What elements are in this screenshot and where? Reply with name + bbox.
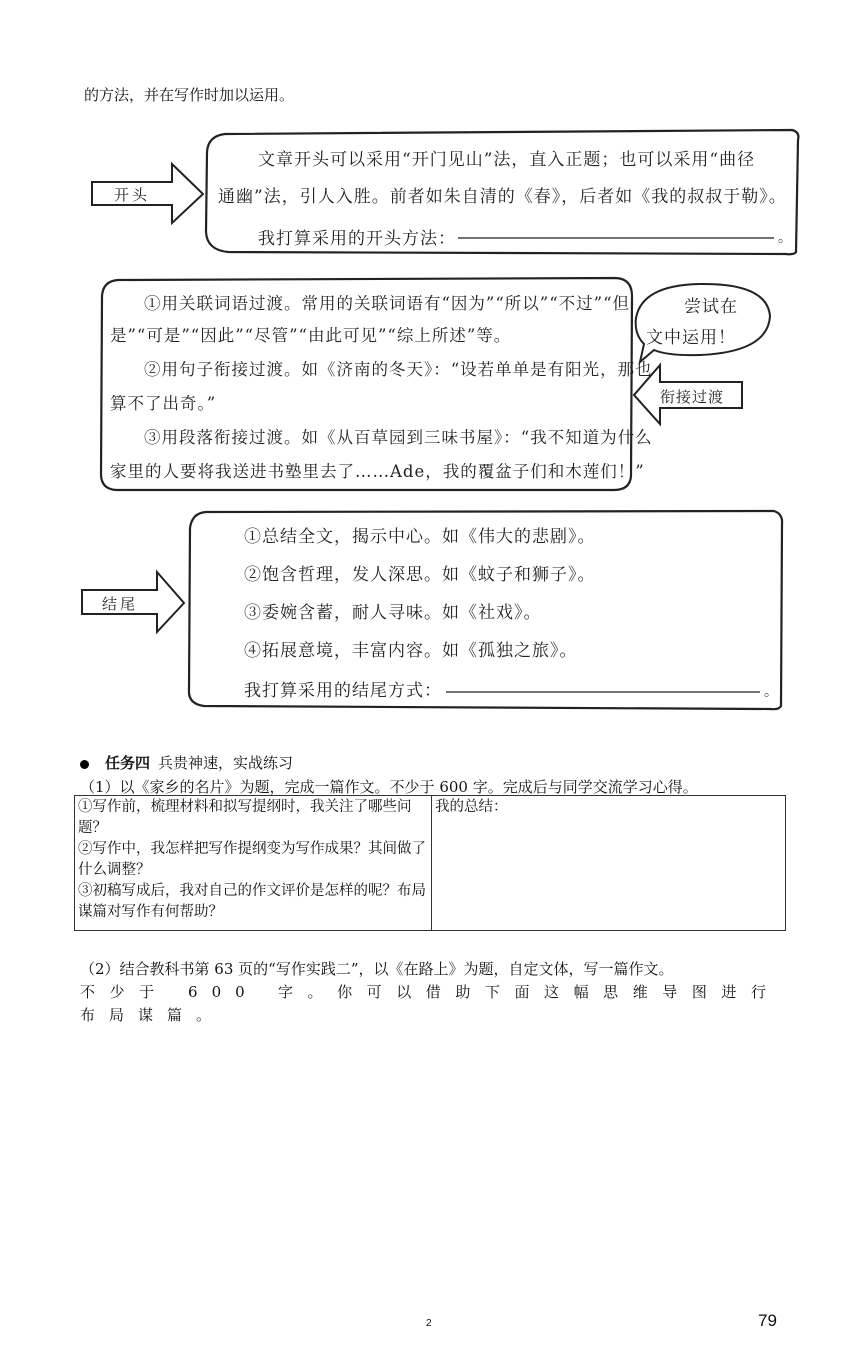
ending-line-2: ②饱含哲理，发人深思。如《蚊子和狮子》。 bbox=[244, 565, 596, 585]
task4-title: 兵贵神速，实战练习 bbox=[158, 754, 294, 772]
table-row bbox=[75, 796, 786, 931]
ending-line-4: ④拓展意境，丰富内容。如《孤独之旅》。 bbox=[244, 641, 578, 661]
task4-item-1: （1）以《家乡的名片》为题，完成一篇作文。不少于 600 字。完成后与同学交流学习心得。 bbox=[80, 778, 698, 796]
ending-line-5: 我打算采用的结尾方式： bbox=[244, 681, 442, 701]
table-right-cell[interactable] bbox=[432, 796, 786, 931]
page-number-small: 2 bbox=[426, 1318, 432, 1329]
bubble-line-2: 文中运用！ bbox=[646, 328, 736, 348]
table-left-cell bbox=[75, 796, 432, 931]
opening-arrow-label: 开头 bbox=[114, 186, 151, 204]
ending-arrow-label: 结尾 bbox=[102, 595, 139, 613]
transition-line-6: 家里的人要将我送进书塾里去了……Ade，我的覆盆子们和木莲们！” bbox=[110, 462, 645, 481]
transition-line-4: 算不了出奇。” bbox=[110, 394, 217, 413]
reflection-table bbox=[74, 795, 786, 931]
opening-line-1: 文章开头可以采用“开门见山”法，直入正题；也可以采用“曲径 bbox=[258, 150, 756, 170]
table-question-3: ③初稿写成后，我对自己的作文评价是怎样的呢？布局谋篇对写作有何帮助？ bbox=[78, 883, 426, 920]
ending-line-3: ③委婉含蓄，耐人寻味。如《社戏》。 bbox=[244, 603, 542, 623]
ending-line-1: ①总结全文，揭示中心。如《伟大的悲剧》。 bbox=[244, 527, 596, 547]
table-question-1: ①写作前，梳理材料和拟写提纲时，我关注了哪些问题？ bbox=[78, 799, 412, 836]
task4-label: 任务四 bbox=[105, 754, 151, 772]
transition-line-2: 是”“可是”“因此”“尽管”“由此可见”“综上所述”等。 bbox=[110, 326, 512, 345]
page-number: 79 bbox=[758, 1311, 777, 1330]
task4-item-2 bbox=[80, 958, 780, 1027]
table-question-2: ②写作中，我怎样把写作提纲变为写作成果？其间做了什么调整？ bbox=[78, 841, 426, 878]
svg-text:。: 。 bbox=[778, 230, 792, 246]
opening-line-3: 我打算采用的开头方法： bbox=[258, 229, 456, 249]
opening-line-2: 通幽”法，引人入胜。前者如朱自清的《春》，后者如《我的叔叔于勒》。 bbox=[218, 187, 787, 207]
summary-label: 我的总结： bbox=[435, 799, 508, 815]
transition-line-3: ②用句子衔接过渡。如《济南的冬天》：“设若单单是有阳光，那也 bbox=[144, 360, 653, 379]
transition-line-1: ①用关联词语过渡。常用的关联词语有“因为”“所以”“不过”“但 bbox=[144, 294, 631, 313]
svg-text:。: 。 bbox=[764, 684, 778, 700]
transition-arrow-label: 衔接过渡 bbox=[660, 388, 725, 406]
bubble-line-1: 尝试在 bbox=[684, 297, 738, 317]
bullet-icon bbox=[80, 760, 89, 769]
task4-item-2-line-2: 不少于 600 字。你可以借助下面这幅思维导图进行布局谋篇。 bbox=[80, 983, 780, 1024]
task4-item-2-line-1: （2）结合教科书第 63 页的“写作实践二”，以《在路上》为题，自定文体，写一篇作文。 bbox=[80, 960, 674, 978]
transition-line-5: ③用段落衔接过渡。如《从百草园到三味书屋》：“我不知道为什么 bbox=[144, 428, 653, 447]
intro-line: 的方法，并在写作时加以运用。 bbox=[84, 86, 295, 104]
task4-heading bbox=[80, 752, 293, 773]
